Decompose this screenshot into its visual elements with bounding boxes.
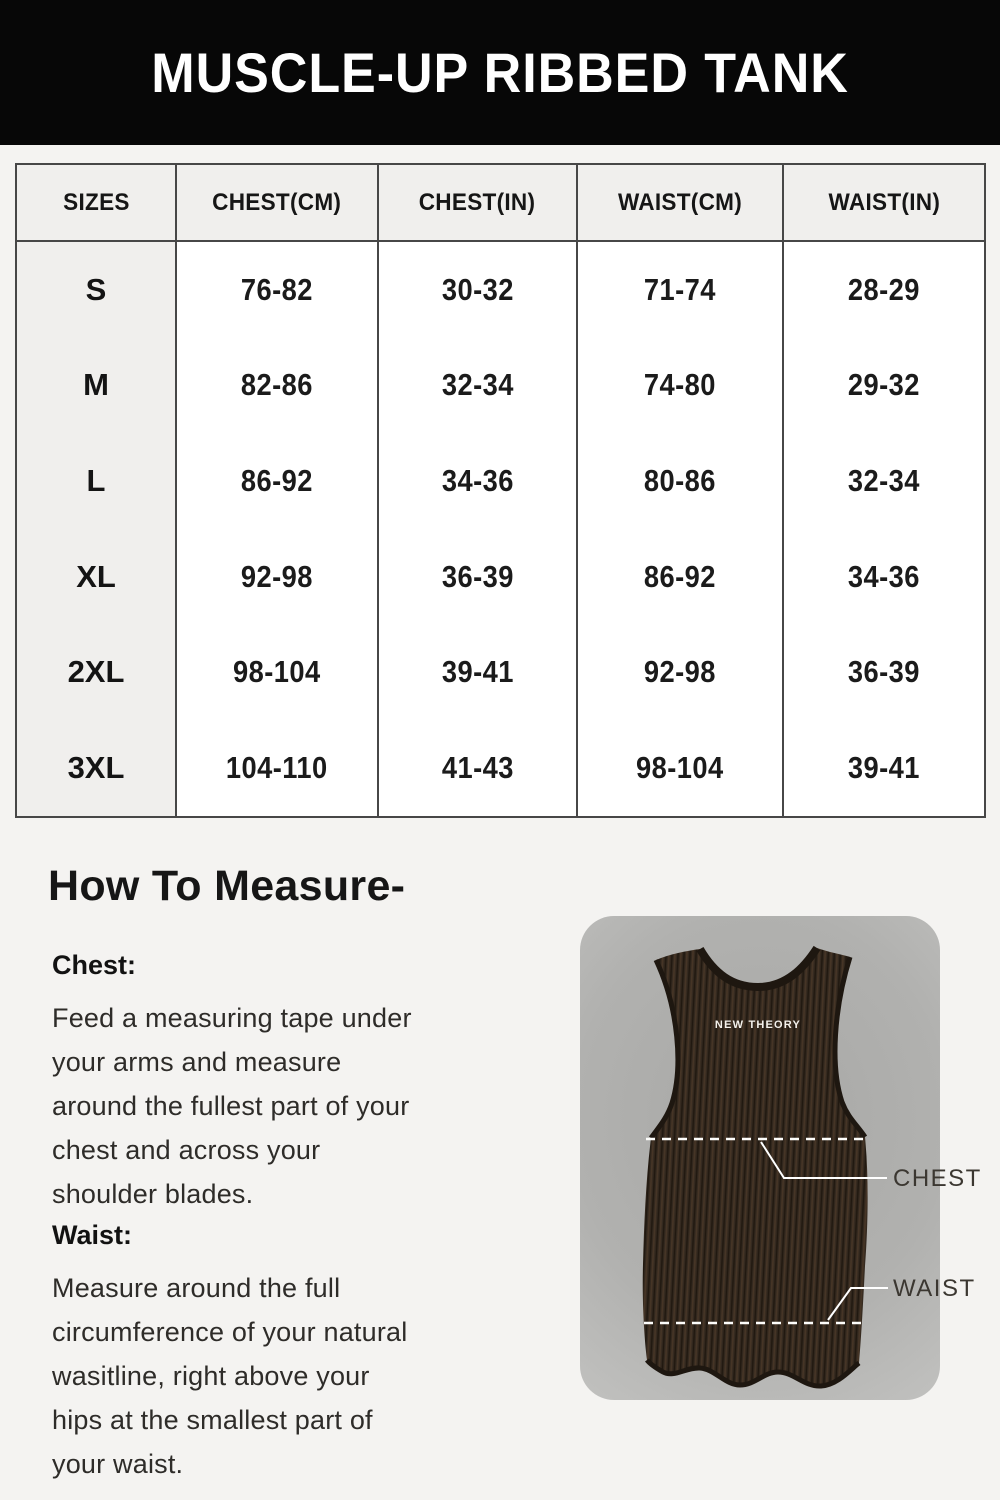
value-cell: 86-92 bbox=[578, 529, 784, 625]
chest-instruction-line: around the fullest part of your bbox=[52, 1091, 410, 1121]
value-cell: 30-32 bbox=[379, 242, 578, 338]
chest-instructions bbox=[52, 996, 412, 1216]
waist-instruction-line: wasitline, right above your bbox=[52, 1361, 370, 1391]
value-cell: 34-36 bbox=[848, 558, 920, 594]
size-cell: 3XL bbox=[17, 720, 177, 816]
value-cell: 28-29 bbox=[848, 271, 920, 307]
size-cell: M bbox=[17, 338, 177, 434]
how-to-measure-heading: How To Measure- bbox=[48, 862, 406, 910]
value-cell: 34-36 bbox=[379, 433, 578, 529]
value-cell: 82-86 bbox=[177, 338, 379, 434]
waist-instruction-line: your waist. bbox=[52, 1449, 184, 1479]
value-cell: 98-104 bbox=[177, 625, 379, 721]
waist-instructions bbox=[52, 1266, 407, 1486]
value-cell: 92-98 bbox=[177, 529, 379, 625]
value-cell: 41-43 bbox=[379, 720, 578, 816]
value-cell: 71-74 bbox=[578, 242, 784, 338]
chest-instruction-line: your arms and measure bbox=[52, 1047, 342, 1077]
chest-section-label: Chest: bbox=[52, 950, 137, 980]
value-cell: 39-41 bbox=[379, 625, 578, 721]
column-header-sizes: SIZES bbox=[17, 165, 177, 242]
title-banner bbox=[0, 0, 1000, 145]
column-header-waist-in: WAIST(IN) bbox=[784, 165, 984, 242]
value-cell: 36-39 bbox=[848, 654, 920, 690]
value-cell: 74-80 bbox=[578, 338, 784, 434]
value-cell: 36-39 bbox=[379, 529, 578, 625]
column-header-chest-in: CHEST(IN) bbox=[379, 165, 578, 242]
tank-silhouette bbox=[643, 948, 868, 1386]
size-cell: S bbox=[17, 242, 177, 338]
value-cell: 76-82 bbox=[177, 242, 379, 338]
brand-print: NEW THEORY bbox=[714, 1019, 802, 1031]
column-header-waist-cm: WAIST(CM) bbox=[578, 165, 784, 242]
size-cell: 2XL bbox=[17, 625, 177, 721]
value-cell: 32-34 bbox=[848, 463, 920, 499]
waist-section-label: Waist: bbox=[52, 1220, 132, 1250]
value-cell: 92-98 bbox=[578, 625, 784, 721]
size-cell: XL bbox=[17, 529, 177, 625]
value-cell: 104-110 bbox=[177, 720, 379, 816]
chest-annotation-label: CHEST bbox=[893, 1165, 982, 1192]
size-chart-table bbox=[15, 163, 986, 818]
size-cell: L bbox=[17, 433, 177, 529]
value-cell: 98-104 bbox=[578, 720, 784, 816]
chest-instruction-line: Feed a measuring tape under bbox=[52, 1003, 412, 1033]
waist-instruction-line: Measure around the full bbox=[52, 1273, 341, 1303]
waist-instruction-line: hips at the smallest part of bbox=[52, 1405, 373, 1435]
waist-instruction-line: circumference of your natural bbox=[52, 1317, 408, 1347]
value-cell: 29-32 bbox=[848, 367, 920, 403]
waist-annotation-label: WAIST bbox=[893, 1275, 976, 1302]
tank-measure-diagram bbox=[580, 916, 1000, 1400]
value-cell: 32-34 bbox=[379, 338, 578, 434]
column-header-chest-cm: CHEST(CM) bbox=[177, 165, 379, 242]
page-title: MUSCLE-UP RIBBED TANK bbox=[151, 41, 849, 104]
chest-instruction-line: chest and across your bbox=[52, 1135, 321, 1165]
value-cell: 80-86 bbox=[578, 433, 784, 529]
value-cell: 86-92 bbox=[177, 433, 379, 529]
value-cell: 39-41 bbox=[848, 750, 920, 786]
chest-instruction-line: shoulder blades. bbox=[52, 1179, 254, 1209]
